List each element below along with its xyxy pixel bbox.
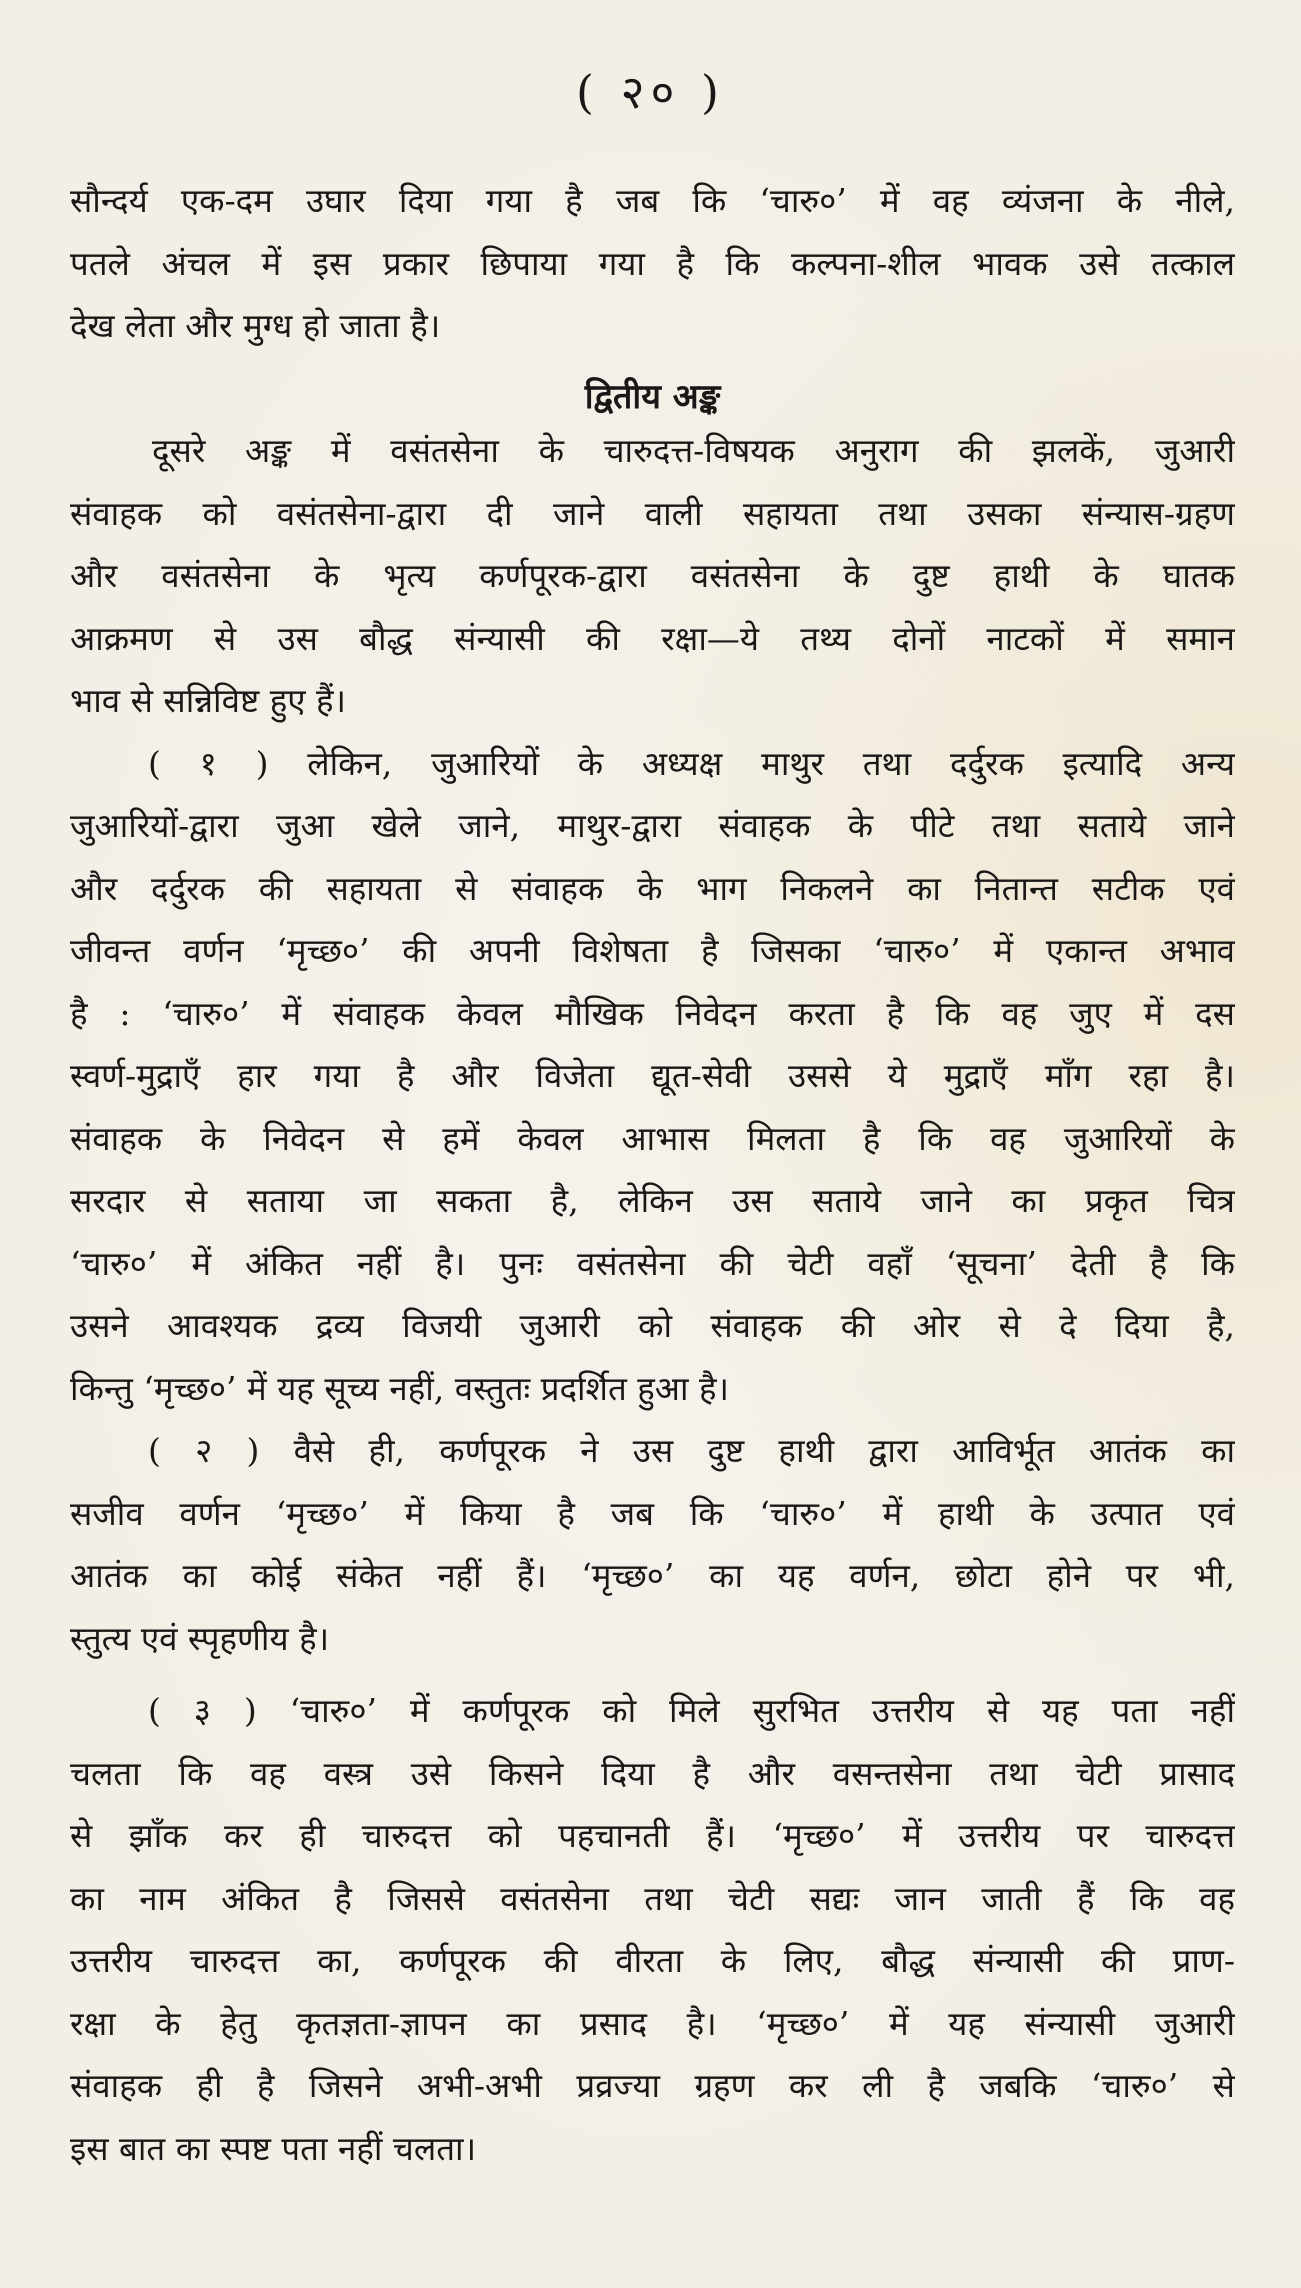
text-line: है : ‘चारु०’ में संवाहक केवल मौखिक निवेदन करता है कि वह जुए में दस (70, 993, 1235, 1033)
text-line: दूसरे अङ्क में वसंतसेना के चारुदत्त-विषयक अनुराग की झलकें, जुआरी (152, 431, 1235, 470)
text-line: देख लेता और मुग्ध हो जाता है। (70, 306, 441, 345)
text-line: और वसंतसेना के भृत्य कर्णपूरक-द्वारा वसंतसेना के दुष्ट हाथी के घातक (70, 556, 1235, 595)
text-line: संवाहक को वसंतसेना-द्वारा दी जाने वाली सहायता तथा उसका संन्यास-ग्रहण (70, 493, 1235, 533)
section-heading: द्वितीय अङ्क (584, 376, 721, 417)
text-line: जीवन्त वर्णन ‘मृच्छ०’ की अपनी विशेषता है जिसका ‘चारु०’ में एकान्त अभाव (70, 931, 1235, 970)
text-line: संवाहक के निवेदन से हमें केवल आभास मिलता है कि वह जुआरियों के (70, 1118, 1235, 1158)
text-line: उत्तरीय चारुदत्त का, कर्णपूरक की वीरता के लिए, बौद्ध संन्यासी की प्राण- (70, 1941, 1235, 1980)
text-line: पतले अंचल में इस प्रकार छिपाया गया है कि कल्पना-शील भावक उसे तत्काल (70, 243, 1235, 283)
text-line: स्वर्ण-मुद्राएँ हार गया है और विजेता द्यूत-सेवी उससे ये मुद्राएँ माँग रहा है। (70, 1056, 1235, 1095)
text-line: स्तुत्य एवं स्पृहणीय है। (70, 1618, 330, 1658)
text-line: सरदार से सताया जा सकता है, लेकिन उस सताये जाने का प्रकृत चित्र (70, 1181, 1235, 1220)
text-line: सजीव वर्णन ‘मृच्छ०’ में किया है जब कि ‘चारु०’ में हाथी के उत्पात एवं (70, 1493, 1235, 1533)
text-line: जुआरियों-द्वारा जुआ खेले जाने, माथुर-द्वारा संवाहक के पीटे तथा सताये जाने (70, 806, 1235, 845)
text-line: का नाम अंकित है जिससे वसंतसेना तथा चेटी सद्यः जान जाती हैं कि वह (70, 1878, 1235, 1918)
text-line: आक्रमण से उस बौद्ध संन्यासी की रक्षा—ये तथ्य दोनों नाटकों में समान (70, 618, 1235, 658)
text-line: और दर्दुरक की सहायता से संवाहक के भाग निकलने का नितान्त सटीक एवं (70, 868, 1235, 908)
text-line: ( ३ ) ‘चारु०’ में कर्णपूरक को मिले सुरभित उत्तरीय से यह पता नहीं (148, 1691, 1235, 1730)
text-line: चलता कि वह वस्त्र उसे किसने दिया है और वसन्तसेना तथा चेटी प्रासाद (70, 1753, 1235, 1793)
text-line: उसने आवश्यक द्रव्य विजयी जुआरी को संवाहक की ओर से दे दिया है, (70, 1306, 1235, 1345)
page-body (70, 170, 1235, 2180)
text-line: ( २ ) वैसे ही, कर्णपूरक ने उस दुष्ट हाथी द्वारा आविर्भूत आतंक का (148, 1431, 1235, 1470)
text-line: किन्तु ‘मृच्छ०’ में यह सूच्य नहीं, वस्तुतः प्रदर्शित हुआ है। (70, 1368, 730, 1408)
text-line: ‘चारु०’ में अंकित नहीं है। पुनः वसंतसेना की चेटी वहाँ ‘सूचना’ देती है कि (70, 1243, 1235, 1283)
text-line: संवाहक ही है जिसने अभी-अभी प्रव्रज्या ग्रहण कर ली है जबकि ‘चारु०’ से (70, 2066, 1235, 2105)
text-line: रक्षा के हेतु कृतज्ञता-ज्ञापन का प्रसाद है। ‘मृच्छ०’ में यह संन्यासी जुआरी (70, 2003, 1235, 2043)
text-line: इस बात का स्पष्ट पता नहीं चलता। (70, 2128, 477, 2168)
text-line: सौन्दर्य एक-दम उघार दिया गया है जब कि ‘चारु०’ में वह व्यंजना के नीले, (70, 181, 1235, 220)
text-line: आतंक का कोई संकेत नहीं हैं। ‘मृच्छ०’ का यह वर्णन, छोटा होने पर भी, (70, 1556, 1235, 1595)
paragraph-gap (70, 1670, 1235, 1680)
page-number: ( २० ) (576, 65, 725, 119)
text-line: से झाँक कर ही चारुदत्त को पहचानती हैं। ‘मृच्छ०’ में उत्तरीय पर चारुदत्त (70, 1816, 1235, 1855)
text-line: ( १ ) लेकिन, जुआरियों के अध्यक्ष माथुर तथा दर्दुरक इत्यादि अन्य (148, 743, 1235, 783)
text-line: भाव से सन्निविष्ट हुए हैं। (70, 681, 346, 720)
